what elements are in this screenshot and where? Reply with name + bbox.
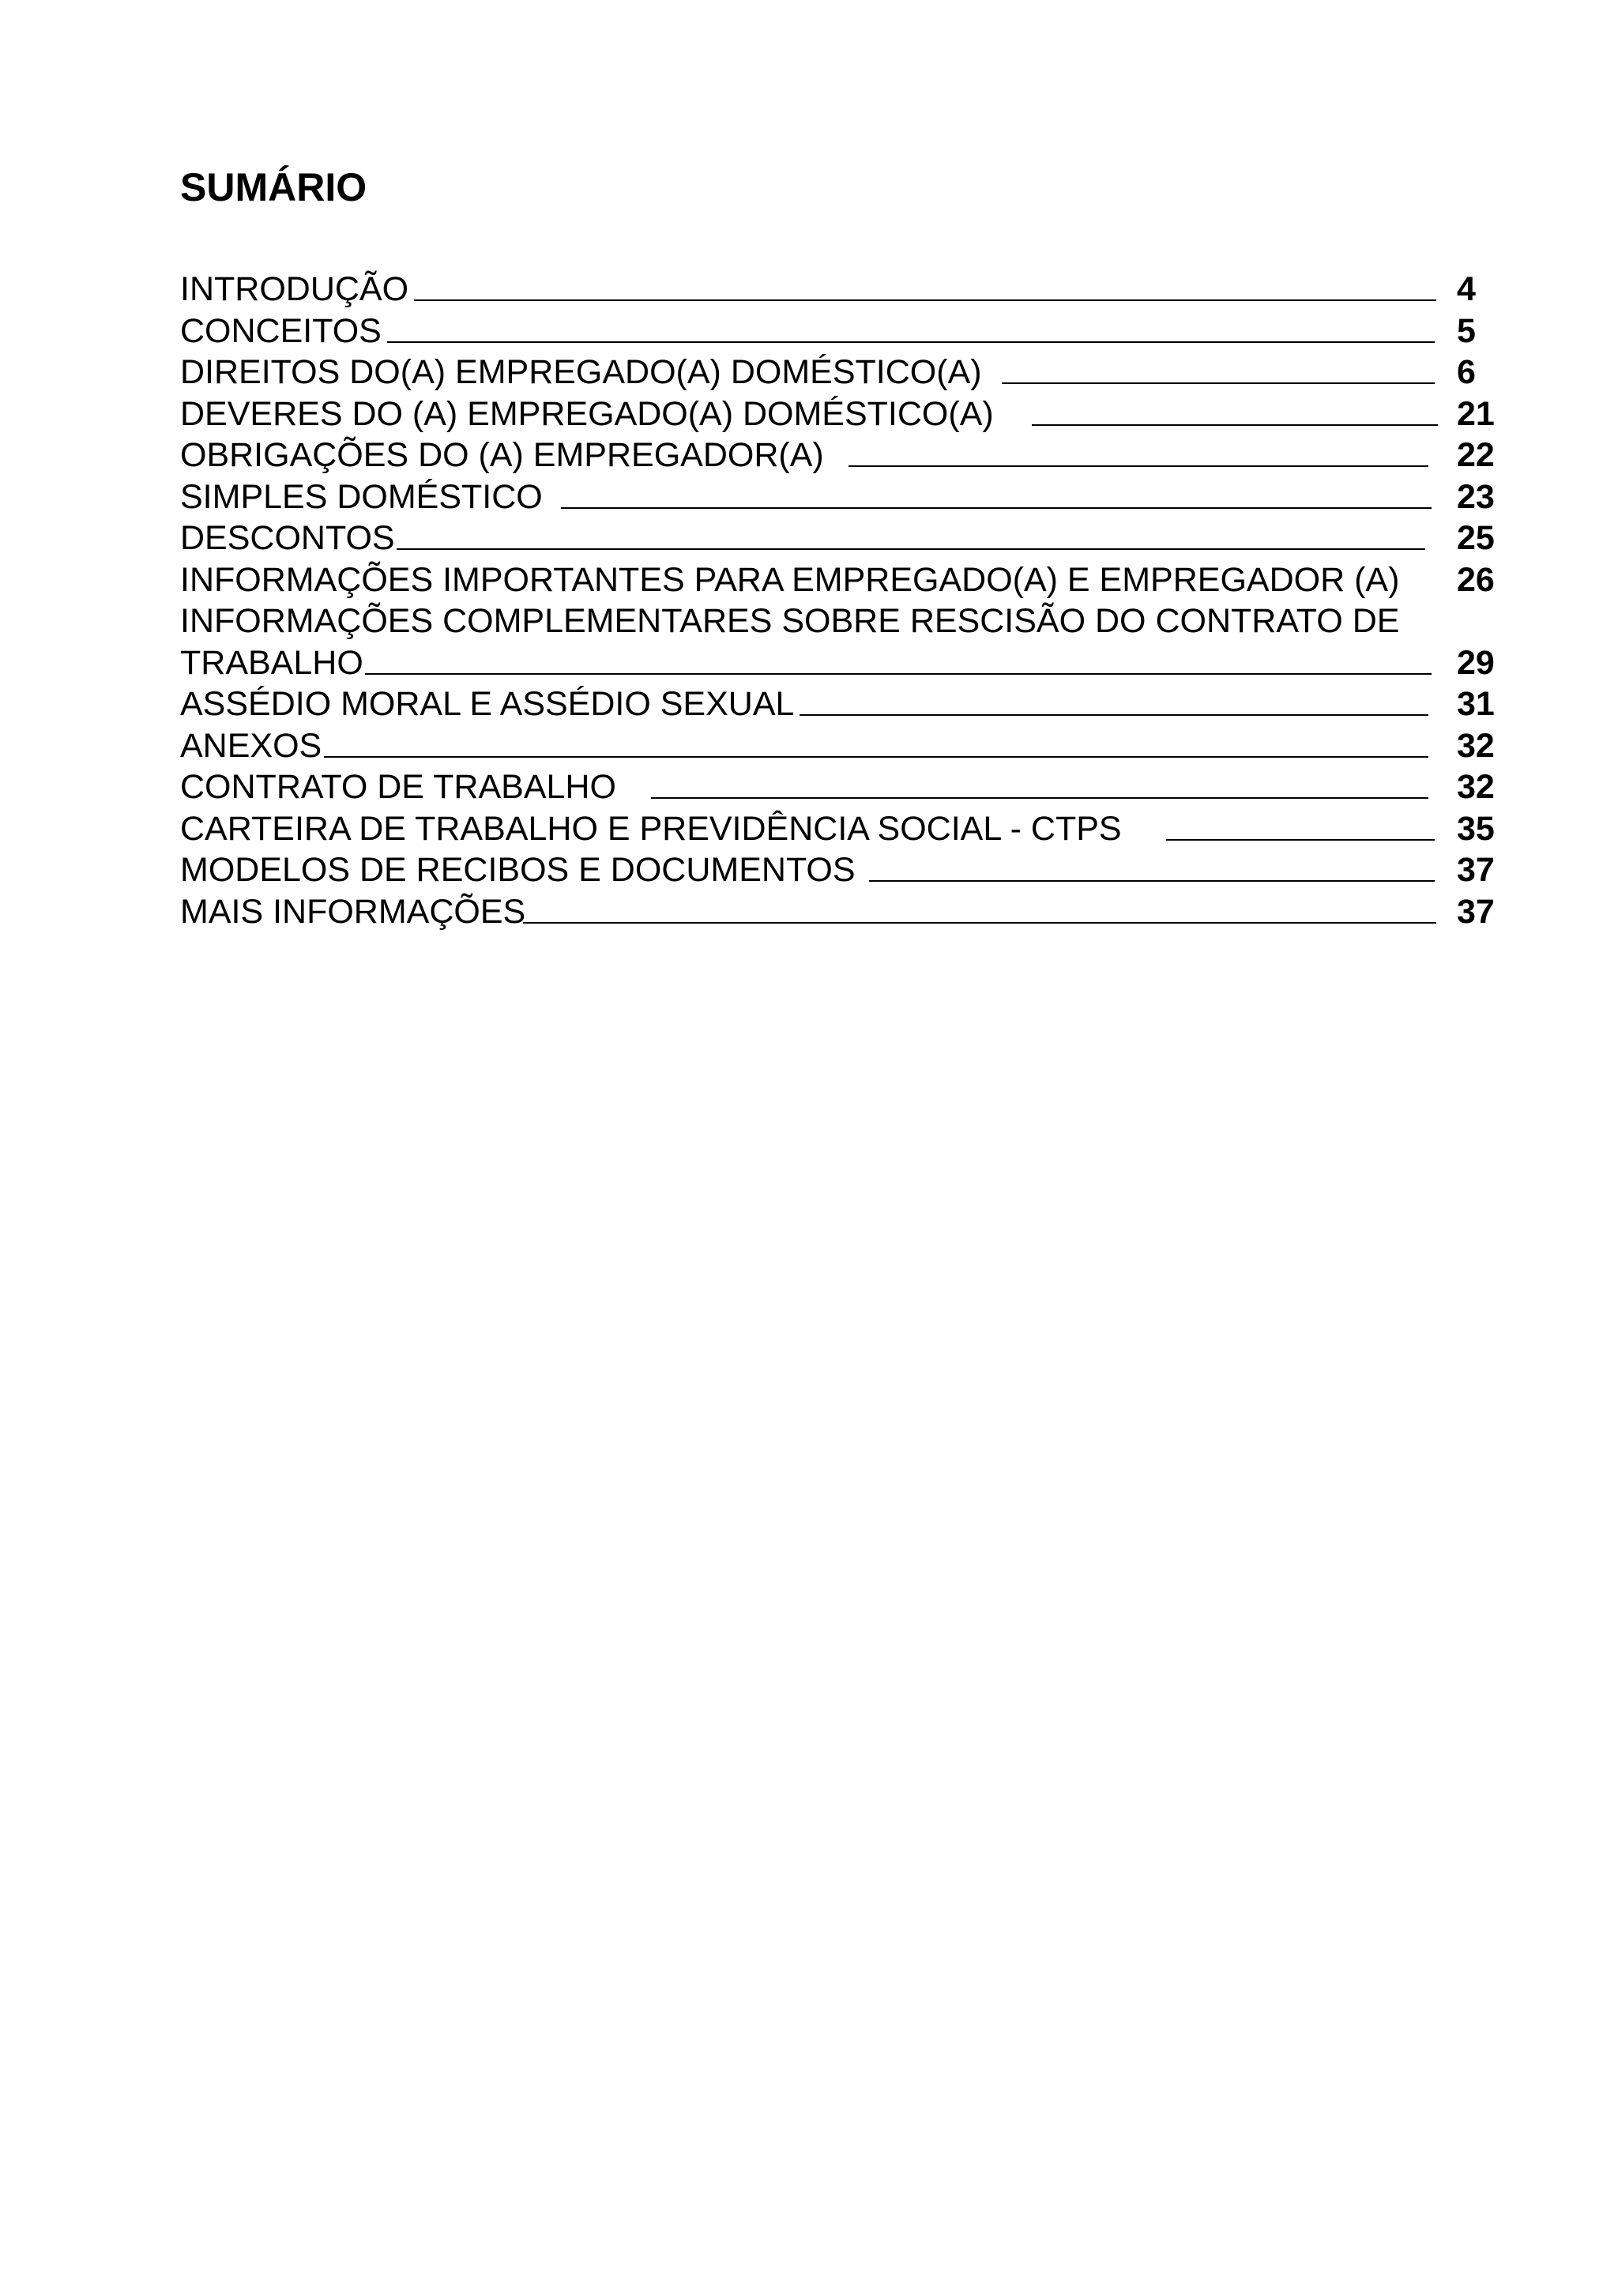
- toc-entry-label: ASSÉDIO MORAL E ASSÉDIO SEXUAL: [180, 685, 795, 723]
- toc-entry-label: MAIS INFORMAÇÕES: [180, 892, 526, 931]
- toc-entry-label: ANEXOS: [180, 726, 322, 765]
- toc-entry-conceitos[interactable]: [180, 311, 1501, 352]
- toc-entry-label: MODELOS DE RECIBOS E DOCUMENTOS: [180, 851, 856, 889]
- toc-entry-deveres[interactable]: [180, 393, 1501, 435]
- toc-page-number: 35: [1457, 809, 1495, 848]
- toc-entry-label: INFORMAÇÕES IMPORTANTES PARA EMPREGADO(A) E EMPREGADOR (A): [180, 560, 1400, 599]
- toc-entry-obrigacoes[interactable]: [180, 435, 1501, 476]
- toc-entry-modelos[interactable]: [180, 849, 1501, 891]
- toc-entry-mais-informacoes[interactable]: [180, 891, 1501, 933]
- toc-entry-label: INFORMAÇÕES COMPLEMENTARES SOBRE RESCISÃO DO CONTRATO DE: [180, 602, 1400, 640]
- toc-entry-informacoes-importantes[interactable]: [180, 559, 1501, 601]
- toc-leader-line: [561, 507, 1432, 509]
- toc-leader-line: [800, 714, 1428, 716]
- toc-entry-label: CONTRATO DE TRABALHO: [180, 768, 616, 806]
- toc-entry-contrato-de-trabalho[interactable]: [180, 766, 1501, 808]
- toc-page-number: 4: [1457, 270, 1476, 308]
- table-of-contents: [180, 269, 1501, 932]
- toc-entry-label: OBRIGAÇÕES DO (A) EMPREGADOR(A): [180, 436, 824, 474]
- toc-entry-assedio[interactable]: [180, 683, 1501, 725]
- toc-entry-label: INTRODUÇÃO: [180, 270, 409, 308]
- toc-entry-introducao[interactable]: [180, 269, 1501, 311]
- toc-page-number: 26: [1457, 560, 1495, 599]
- toc-entry-direitos[interactable]: [180, 352, 1501, 393]
- toc-leader-line: [1166, 839, 1435, 841]
- toc-entry-label: DEVERES DO (A) EMPREGADO(A) DOMÉSTICO(A): [180, 394, 994, 433]
- toc-leader-line: [1032, 424, 1438, 426]
- toc-page-number: 31: [1457, 685, 1495, 723]
- toc-leader-line: [414, 299, 1436, 301]
- toc-leader-line: [324, 756, 1428, 758]
- toc-entry-informacoes-complementares-line1[interactable]: [180, 600, 1501, 642]
- toc-page-number: 22: [1457, 436, 1495, 474]
- toc-leader-line: [387, 341, 1435, 343]
- toc-page-number: 32: [1457, 726, 1495, 765]
- toc-entry-descontos[interactable]: [180, 518, 1501, 559]
- toc-entry-anexos[interactable]: [180, 725, 1501, 767]
- toc-page-number: 21: [1457, 394, 1495, 433]
- toc-entry-label: SIMPLES DOMÉSTICO: [180, 477, 543, 516]
- toc-leader-line: [849, 465, 1428, 467]
- toc-page-number: 37: [1457, 851, 1495, 889]
- toc-entry-label: CONCEITOS: [180, 311, 382, 350]
- toc-leader-line: [397, 548, 1425, 550]
- toc-entry-label: CARTEIRA DE TRABALHO E PREVIDÊNCIA SOCIAL - CTPS: [180, 809, 1122, 848]
- toc-leader-line: [1002, 382, 1435, 384]
- toc-leader-line: [365, 673, 1432, 675]
- toc-entry-label: DIREITOS DO(A) EMPREGADO(A) DOMÉSTICO(A): [180, 353, 982, 391]
- toc-page-number: 32: [1457, 768, 1495, 806]
- toc-leader-line: [651, 797, 1428, 799]
- toc-entry-simples-domestico[interactable]: [180, 476, 1501, 518]
- toc-page-number: 6: [1457, 353, 1476, 391]
- toc-leader-line: [523, 922, 1436, 924]
- toc-entry-informacoes-complementares-line2[interactable]: [180, 642, 1501, 684]
- toc-page-number: 29: [1457, 643, 1495, 682]
- toc-leader-line: [869, 880, 1435, 882]
- toc-page-number: 25: [1457, 519, 1495, 557]
- toc-page-number: 5: [1457, 311, 1476, 350]
- toc-page-number: 23: [1457, 477, 1495, 516]
- toc-title: SUMÁRIO: [180, 165, 367, 209]
- toc-entry-ctps[interactable]: [180, 808, 1501, 850]
- toc-page-number: 37: [1457, 892, 1495, 931]
- toc-entry-label: DESCONTOS: [180, 519, 395, 557]
- toc-entry-label: TRABALHO: [180, 643, 363, 682]
